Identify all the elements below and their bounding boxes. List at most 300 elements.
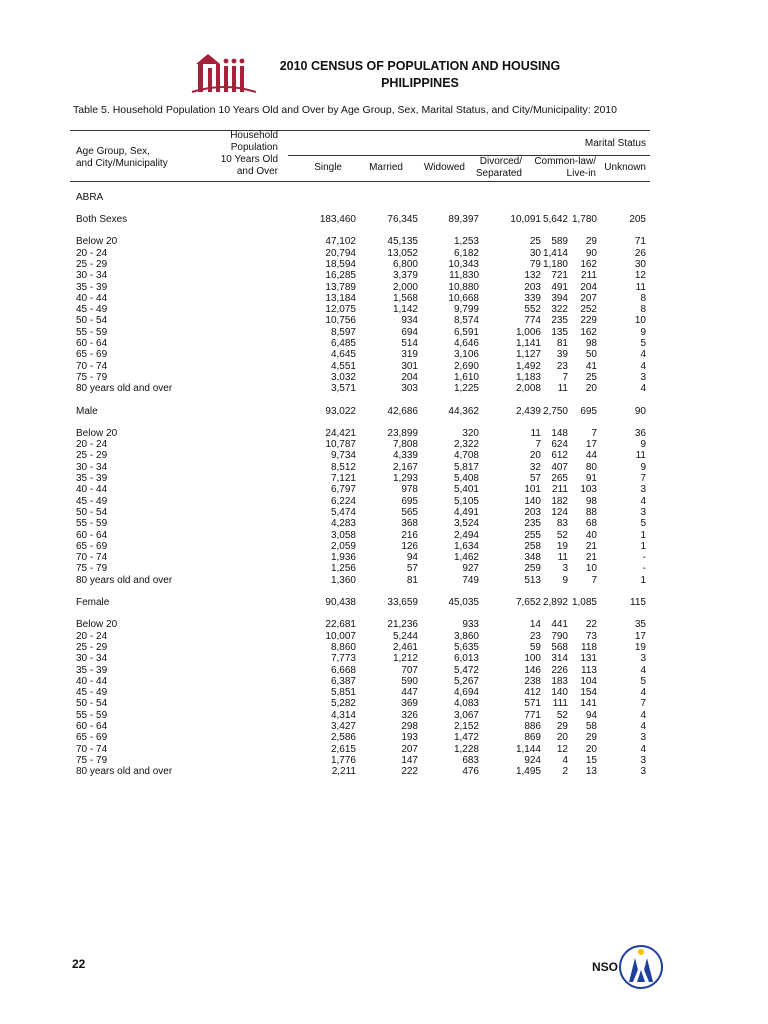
row-value: 4 (640, 664, 646, 676)
row-value: 339 (524, 292, 541, 304)
row-value: 3 (640, 754, 646, 766)
row-value: 552 (524, 304, 541, 316)
col-common-law: Common-law/ Live-in (534, 156, 596, 179)
agency-label: NSO (592, 960, 619, 974)
row-value: 3 (640, 766, 646, 778)
row-value: 29 (556, 721, 568, 732)
col-divorced-separated: Divorced/ Separated (475, 156, 522, 179)
row-value: 52 (556, 709, 568, 721)
row-label: 75 - 79 (76, 563, 108, 575)
row-value: 447 (401, 687, 418, 699)
row-value: 1,253 (453, 236, 479, 248)
row-value: 8,574 (453, 315, 479, 327)
row-value: 9 (640, 439, 646, 451)
row-value: 222 (401, 766, 418, 778)
row-value: 44,362 (448, 405, 479, 417)
row-value: 19 (556, 540, 568, 552)
row-value: 4 (640, 383, 646, 395)
row-value: 252 (580, 304, 597, 316)
row-label: 50 - 54 (76, 315, 108, 327)
row-value: 11 (530, 427, 541, 439)
col-single: Single (314, 162, 342, 173)
row-value: 10,787 (325, 439, 356, 451)
row-value: 207 (401, 743, 418, 755)
row-value: 1,212 (392, 653, 418, 665)
row-value: 16,285 (325, 270, 356, 282)
row-value: 10,668 (448, 292, 479, 304)
table-caption: Table 5. Household Population 10 Years Old and Over by Age Group, Sex, Marital Status, and City/Municipality: 2010 (73, 104, 617, 116)
row-label: Below 20 (76, 427, 118, 439)
row-value: 624 (551, 439, 568, 451)
row-value: 226 (551, 664, 568, 676)
document-title (270, 58, 570, 92)
row-value: 565 (401, 506, 418, 518)
row-value: 90 (585, 247, 597, 259)
col-household-population: Household Population 10 Years Old and Over (220, 130, 278, 177)
row-value: 707 (401, 664, 418, 676)
row-value: 978 (401, 484, 418, 496)
row-value: 1,141 (515, 338, 541, 349)
row-value: 8 (640, 292, 646, 304)
row-value: 5 (640, 675, 646, 687)
row-value: 5,282 (330, 698, 356, 710)
row-value: 68 (585, 518, 597, 530)
row-value: 9 (640, 326, 646, 338)
row-label: 25 - 29 (76, 450, 108, 462)
row-value: 7 (591, 574, 597, 586)
row-value: 50 (585, 349, 597, 361)
row-value: 441 (551, 619, 568, 631)
row-value: 10,007 (325, 630, 356, 642)
row-value: 3,032 (330, 371, 356, 383)
row-value: 4,694 (453, 687, 479, 699)
row-value: 2,167 (392, 461, 418, 473)
row-value: 20 (585, 383, 597, 395)
col-widowed: Widowed (423, 162, 465, 173)
row-value: 322 (551, 304, 568, 316)
row-label: 65 - 69 (76, 732, 108, 744)
row-value: 118 (581, 641, 597, 653)
table-row (76, 687, 646, 699)
table-row (76, 361, 646, 373)
row-value: 10 (585, 563, 597, 575)
row-value: 5,244 (392, 630, 418, 642)
row-value: 104 (580, 675, 597, 687)
row-value: 933 (462, 619, 479, 631)
row-value: 81 (556, 338, 568, 349)
row-value: 934 (401, 315, 418, 327)
row-value: 1,225 (453, 383, 479, 395)
row-value: 203 (524, 281, 541, 293)
row-value: 26 (634, 247, 646, 259)
row-label: 50 - 54 (76, 506, 108, 518)
row-value: - (642, 563, 646, 575)
row-value: 93,022 (325, 405, 356, 417)
row-value: 4,491 (453, 506, 479, 518)
row-value: 4,645 (330, 349, 356, 361)
row-value: 2,461 (392, 641, 418, 653)
row-value: 7 (640, 473, 646, 484)
row-label: 80 years old and over (76, 383, 173, 395)
row-value: 298 (401, 721, 418, 732)
row-value: 4 (640, 360, 646, 372)
row-value: 6,797 (330, 484, 356, 496)
row-value: 303 (401, 383, 418, 395)
row-value: 216 (401, 529, 418, 541)
row-value: 319 (401, 349, 418, 361)
table-row (76, 462, 646, 474)
row-value: 30 (529, 247, 541, 259)
row-value: 182 (551, 495, 568, 507)
row-value: 8,512 (330, 461, 356, 473)
table-row (76, 473, 646, 485)
row-value: 4,283 (330, 518, 356, 530)
row-value: 1,495 (515, 766, 541, 778)
row-value: 25 (529, 236, 541, 248)
row-value: 2 (562, 766, 568, 778)
table-row (76, 642, 646, 654)
row-value: 3,427 (330, 721, 356, 732)
row-label: Male (76, 405, 98, 417)
row-value: 32 (529, 461, 541, 473)
row-value: 235 (524, 518, 541, 530)
row-value: 4,708 (453, 450, 479, 462)
row-label: 25 - 29 (76, 641, 108, 653)
row-value: 4,646 (453, 338, 479, 349)
row-label: 35 - 39 (76, 473, 108, 484)
row-value: 412 (524, 687, 541, 699)
row-value: 59 (529, 641, 541, 653)
row-value: 5,851 (330, 687, 356, 699)
row-value: 2,439 (515, 405, 541, 417)
row-value: 5,408 (453, 473, 479, 484)
row-label: 60 - 64 (76, 721, 108, 732)
row-value: 3,058 (330, 529, 356, 541)
row-value: 369 (401, 698, 418, 710)
table-row (76, 259, 646, 271)
row-value: 3,379 (392, 270, 418, 282)
row-value: 4 (640, 721, 646, 732)
row-value: 2,000 (392, 281, 418, 293)
row-value: 5,267 (453, 675, 479, 687)
row-value: 131 (580, 653, 597, 665)
row-value: 33,659 (387, 597, 418, 608)
row-value: 207 (580, 292, 597, 304)
row-value: 94 (585, 709, 597, 721)
row-value: 10,343 (448, 258, 479, 270)
row-value: 2,615 (330, 743, 356, 755)
row-value: 4,083 (453, 698, 479, 710)
row-value: 771 (524, 709, 541, 721)
row-value: 211 (581, 270, 597, 282)
row-value: 12 (556, 743, 568, 755)
row-label: 60 - 64 (76, 338, 108, 349)
table-row (76, 282, 646, 294)
row-label: 35 - 39 (76, 281, 108, 293)
table-row (76, 541, 646, 553)
row-value: 7 (562, 371, 568, 383)
row-value: - (642, 552, 646, 564)
row-value: 5,401 (453, 484, 479, 496)
col-marital-status: Marital Status (584, 138, 646, 149)
row-value: 476 (462, 766, 479, 778)
row-value: 162 (580, 326, 597, 338)
table-row (76, 236, 646, 248)
row-value: 113 (581, 664, 597, 676)
row-label: 20 - 24 (76, 247, 108, 259)
row-value: 20 (529, 450, 541, 462)
row-value: 3 (640, 371, 646, 383)
row-value: 694 (401, 326, 418, 338)
row-value: 2,892 (542, 597, 568, 608)
row-value: 1,256 (330, 563, 356, 575)
table-row (76, 439, 646, 451)
row-value: 4 (640, 495, 646, 507)
row-value: 6,387 (330, 675, 356, 687)
row-value: 5,817 (453, 461, 479, 473)
table-row (76, 575, 646, 587)
row-value: 301 (401, 360, 418, 372)
row-value: 18,594 (325, 258, 356, 270)
row-value: 3 (640, 484, 646, 496)
row-value: 12 (634, 270, 646, 282)
header-bottom-rule (70, 181, 650, 182)
row-value: 1,568 (392, 292, 418, 304)
col-married: Married (369, 162, 403, 173)
census-logo-icon (188, 52, 260, 96)
table-row (76, 563, 646, 575)
row-value: 1,183 (515, 371, 541, 383)
row-value: 869 (524, 732, 541, 744)
row-label: 45 - 49 (76, 495, 108, 507)
table-row (76, 293, 646, 305)
row-value: 3 (640, 653, 646, 665)
row-value: 3,571 (330, 383, 356, 395)
row-value: 1 (640, 574, 646, 586)
row-value: 52 (556, 529, 568, 541)
row-value: 7,808 (392, 439, 418, 451)
row-value: 3,524 (453, 518, 479, 530)
table-row (76, 428, 646, 440)
row-value: 2,750 (542, 405, 568, 417)
table-row (76, 450, 646, 462)
row-value: 4 (640, 349, 646, 361)
row-value: 4 (562, 754, 568, 766)
row-value: 1,634 (453, 540, 479, 552)
row-value: 100 (524, 653, 541, 665)
row-value: 23 (529, 630, 541, 642)
row-value: 1,006 (515, 326, 541, 338)
row-value: 35 (634, 619, 646, 631)
table-row (76, 327, 646, 339)
row-value: 101 (524, 484, 541, 496)
row-value: 58 (585, 721, 597, 732)
row-value: 10,880 (448, 281, 479, 293)
row-value: 83 (556, 518, 568, 530)
row-value: 17 (585, 439, 597, 451)
row-label: 20 - 24 (76, 439, 108, 451)
row-label: 35 - 39 (76, 664, 108, 676)
nso-logo-icon (618, 944, 664, 990)
row-value: 7 (535, 439, 541, 451)
row-value: 44 (585, 450, 597, 462)
table-row (76, 721, 646, 733)
row-value: 6,668 (330, 664, 356, 676)
row-label: 70 - 74 (76, 743, 108, 755)
row-value: 14 (529, 619, 541, 631)
row-value: 39 (556, 349, 568, 361)
row-value: 1,472 (453, 732, 479, 744)
row-label: 65 - 69 (76, 540, 108, 552)
row-value: 13,052 (387, 247, 418, 259)
table-row (76, 383, 646, 395)
row-value: 5,474 (330, 506, 356, 518)
row-value: 6,485 (330, 338, 356, 349)
row-value: 2,690 (453, 360, 479, 372)
row-value: 721 (551, 270, 568, 282)
row-value: 259 (524, 563, 541, 575)
row-value: 25 (585, 371, 597, 383)
row-value: 17 (634, 630, 646, 642)
row-value: 1,610 (453, 371, 479, 383)
top-rule (70, 130, 650, 131)
table-row (76, 338, 646, 350)
row-value: 81 (406, 574, 418, 586)
row-value: 394 (551, 292, 568, 304)
row-value: 348 (524, 552, 541, 564)
row-value: 2,211 (331, 766, 356, 778)
row-value: 10,756 (325, 315, 356, 327)
row-value: 22 (585, 619, 597, 631)
row-value: 513 (524, 574, 541, 586)
row-value: 6,591 (453, 326, 479, 338)
row-value: 21,236 (387, 619, 418, 631)
row-value: 41 (585, 360, 597, 372)
row-value: 57 (529, 473, 541, 484)
row-value: 683 (462, 754, 479, 766)
row-value: 7,773 (330, 653, 356, 665)
row-value: 13,184 (325, 292, 356, 304)
row-value: 11 (557, 383, 568, 395)
title-line-1: 2010 CENSUS OF POPULATION AND HOUSING (279, 59, 561, 73)
row-value: 7 (640, 698, 646, 710)
row-label: 40 - 44 (76, 675, 108, 687)
row-value: 76,345 (387, 214, 418, 225)
row-label: 40 - 44 (76, 484, 108, 496)
row-label: 30 - 34 (76, 270, 108, 282)
row-value: 3,860 (453, 630, 479, 642)
row-label: 30 - 34 (76, 653, 108, 665)
row-value: 326 (401, 709, 418, 721)
row-value: 204 (401, 371, 418, 383)
row-value: 4 (640, 709, 646, 721)
table-row (76, 698, 646, 710)
table-row (76, 496, 646, 508)
row-label: 55 - 59 (76, 326, 108, 338)
row-value: 589 (551, 236, 568, 248)
title-line-2: PHILIPPINES (381, 76, 459, 90)
row-value: 8,860 (330, 641, 356, 653)
row-value: 10,091 (510, 214, 541, 225)
row-value: 2,008 (515, 383, 541, 395)
row-value: 790 (551, 630, 568, 642)
table-row (76, 710, 646, 722)
row-value: 98 (585, 495, 597, 507)
row-value: 1 (640, 540, 646, 552)
row-value: 1,144 (515, 743, 541, 755)
row-value: 29 (585, 236, 597, 248)
row-label: Below 20 (76, 619, 118, 631)
row-value: 5 (640, 338, 646, 349)
row-value: 1,414 (542, 247, 568, 259)
row-label: 40 - 44 (76, 292, 108, 304)
table-row (76, 507, 646, 519)
row-label: Female (76, 597, 110, 608)
row-value: 148 (551, 427, 568, 439)
row-label: 55 - 59 (76, 518, 108, 530)
col-age-group: Age Group, Sex, and City/Municipality (76, 146, 168, 169)
row-value: 13 (585, 766, 597, 778)
row-label: 75 - 79 (76, 754, 108, 766)
row-value: 124 (551, 506, 568, 518)
row-value: 5,635 (453, 641, 479, 653)
row-value: 11 (635, 450, 646, 462)
row-value: 11 (557, 552, 568, 564)
row-value: 5,472 (453, 664, 479, 676)
row-value: 695 (401, 495, 418, 507)
row-value: 11,830 (449, 270, 479, 282)
row-value: 7 (591, 427, 597, 439)
row-value: 314 (551, 653, 568, 665)
row-value: 1,127 (515, 349, 541, 361)
row-value: 132 (524, 270, 541, 282)
row-value: 4,551 (330, 360, 356, 372)
row-value: 193 (401, 732, 418, 744)
row-value: 154 (580, 687, 597, 699)
table-section-row (76, 597, 646, 609)
row-value: 98 (585, 338, 597, 349)
row-label: 45 - 49 (76, 687, 108, 699)
row-value: 103 (580, 484, 597, 496)
row-value: 1,776 (330, 754, 356, 766)
row-value: 590 (401, 675, 418, 687)
table-row (76, 304, 646, 316)
row-value: 2,494 (453, 529, 479, 541)
row-value: 42,686 (387, 405, 418, 417)
row-value: 4,339 (392, 450, 418, 462)
row-value: 204 (580, 281, 597, 293)
row-value: 6,800 (392, 258, 418, 270)
row-value: 491 (551, 281, 568, 293)
row-value: 11 (635, 281, 646, 293)
table-row (76, 518, 646, 530)
table-row (76, 349, 646, 361)
row-label: 20 - 24 (76, 630, 108, 642)
row-value: 695 (580, 405, 597, 417)
row-value: 4 (640, 687, 646, 699)
row-value: 79 (529, 258, 541, 270)
row-label: 80 years old and over (76, 766, 173, 778)
table-row (76, 665, 646, 677)
row-label: 25 - 29 (76, 258, 108, 270)
row-value: 21 (585, 540, 597, 552)
row-value: 211 (552, 484, 568, 496)
row-value: 94 (406, 552, 418, 564)
row-value: 1,085 (571, 597, 597, 608)
row-value: 4,314 (330, 709, 356, 721)
row-value: 12,075 (325, 304, 356, 316)
row-value: 22,681 (325, 619, 356, 631)
